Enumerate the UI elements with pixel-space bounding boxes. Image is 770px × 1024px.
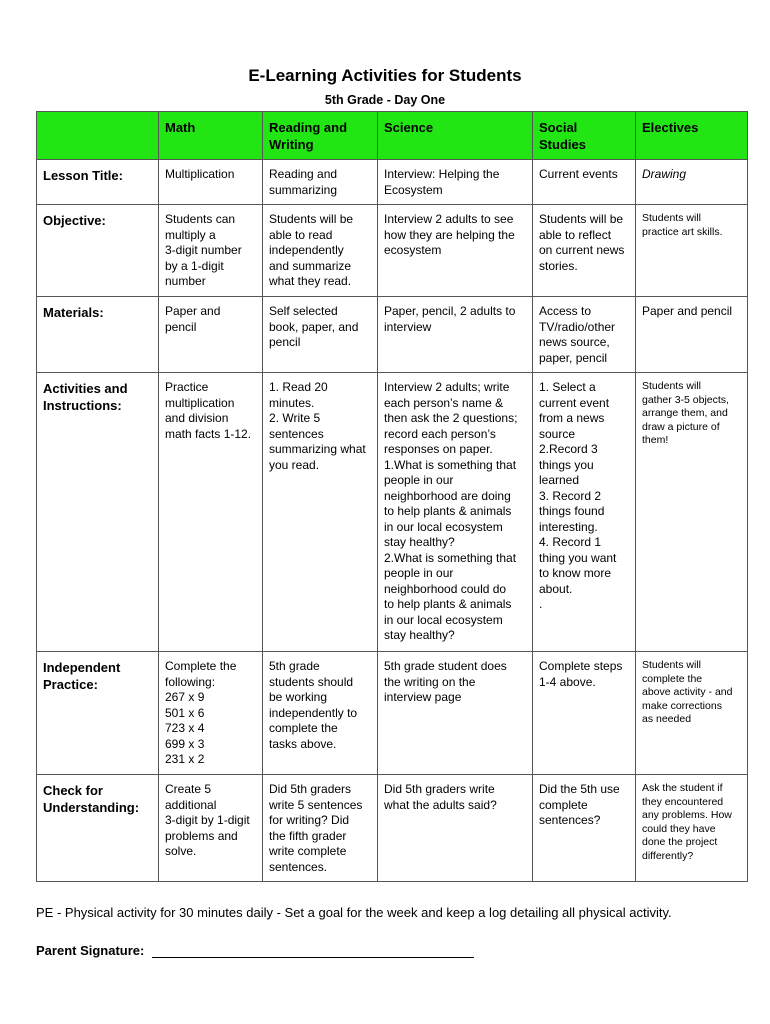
table-cell: Students will be able to reflect on current news stories.	[533, 205, 636, 297]
row-label: Independent Practice:	[37, 652, 159, 775]
table-row	[37, 205, 748, 297]
table-cell: Students will gather 3-5 objects, arrange them, and draw a picture of them!	[636, 373, 748, 652]
table-cell: Access to TV/radio/other news source, paper, pencil	[533, 297, 636, 373]
row-label: Activities and Instructions:	[37, 373, 159, 652]
header-cell-electives: Electives	[636, 112, 748, 160]
table-row	[37, 297, 748, 373]
table-cell: Students will complete the above activity - and make corrections as needed	[636, 652, 748, 775]
table-cell: Paper and pencil	[636, 297, 748, 373]
table-row	[37, 652, 748, 775]
table-row	[37, 160, 748, 205]
table-row	[37, 775, 748, 882]
table-cell: Did the 5th use complete sentences?	[533, 775, 636, 882]
signature-label: Parent Signature:	[36, 943, 145, 958]
table-cell: Paper, pencil, 2 adults to interview	[378, 297, 533, 373]
pe-note: PE - Physical activity for 30 minutes daily - Set a goal for the week and keep a log detailing all physical activity.	[36, 905, 672, 920]
table-cell: Interview 2 adults to see how they are helping the ecosystem	[378, 205, 533, 297]
activities-table	[36, 111, 748, 882]
table-cell: Create 5 additional 3-digit by 1-digit problems and solve.	[159, 775, 263, 882]
table-cell: Multiplication	[159, 160, 263, 205]
table-cell: Paper and pencil	[159, 297, 263, 373]
table-cell: 1. Read 20 minutes. 2. Write 5 sentences summarizing what you read.	[263, 373, 378, 652]
table-cell: Complete steps 1-4 above.	[533, 652, 636, 775]
document-title: E-Learning Activities for Students	[248, 66, 522, 85]
signature-line[interactable]	[152, 944, 474, 958]
row-label: Materials:	[37, 297, 159, 373]
table-cell: Students will practice art skills.	[636, 205, 748, 297]
table-cell: Interview: Helping the Ecosystem	[378, 160, 533, 205]
header-cell-reading-writing: Reading and Writing	[263, 112, 378, 160]
table-cell: 5th grade students should be working independently to complete the tasks above.	[263, 652, 378, 775]
table-cell: Did 5th graders write 5 sentences for writing? Did the fifth grader write complete sentences.	[263, 775, 378, 882]
table-cell: Ask the student if they encountered any problems. How could they have done the project differently?	[636, 775, 748, 882]
table-cell: Students will be able to read independently and summarize what they read.	[263, 205, 378, 297]
table-cell: Drawing	[636, 160, 748, 205]
row-label: Check for Understanding:	[37, 775, 159, 882]
table-cell: Students can multiply a 3-digit number by a 1-digit number	[159, 205, 263, 297]
document-subtitle: 5th Grade - Day One	[324, 93, 446, 107]
header-cell-math: Math	[159, 112, 263, 160]
table-cell: Reading and summarizing	[263, 160, 378, 205]
table-cell: Did 5th graders write what the adults said?	[378, 775, 533, 882]
table-header-row	[37, 112, 748, 160]
table-cell: Practice multiplication and division math facts 1-12.	[159, 373, 263, 652]
header-cell-science: Science	[378, 112, 533, 160]
header-cell-blank	[37, 112, 159, 160]
table-cell: Complete the following: 267 x 9 501 x 6 723 x 4 699 x 3 231 x 2	[159, 652, 263, 775]
table-cell: Current events	[533, 160, 636, 205]
parent-signature	[36, 943, 474, 958]
table-cell: 1. Select a current event from a news source 2.Record 3 things you learned 3. Record 2 things found interesting. 4. Record 1 thing you want to know more about. .	[533, 373, 636, 652]
table-cell: Interview 2 adults; write each person’s name & then ask the 2 questions; record each person’s responses on paper. 1.What is something that people in our neighborhood are doing to help plants & animals in our local ecosystem stay healthy? 2.What is something that people in our neighborhood could do to help plants & animals in our local ecosystem stay healthy?	[378, 373, 533, 652]
table-cell: 5th grade student does the writing on the interview page	[378, 652, 533, 775]
row-label: Lesson Title:	[37, 160, 159, 205]
header-cell-social-studies: Social Studies	[533, 112, 636, 160]
table-cell: Self selected book, paper, and pencil	[263, 297, 378, 373]
row-label: Objective:	[37, 205, 159, 297]
table-row	[37, 373, 748, 652]
